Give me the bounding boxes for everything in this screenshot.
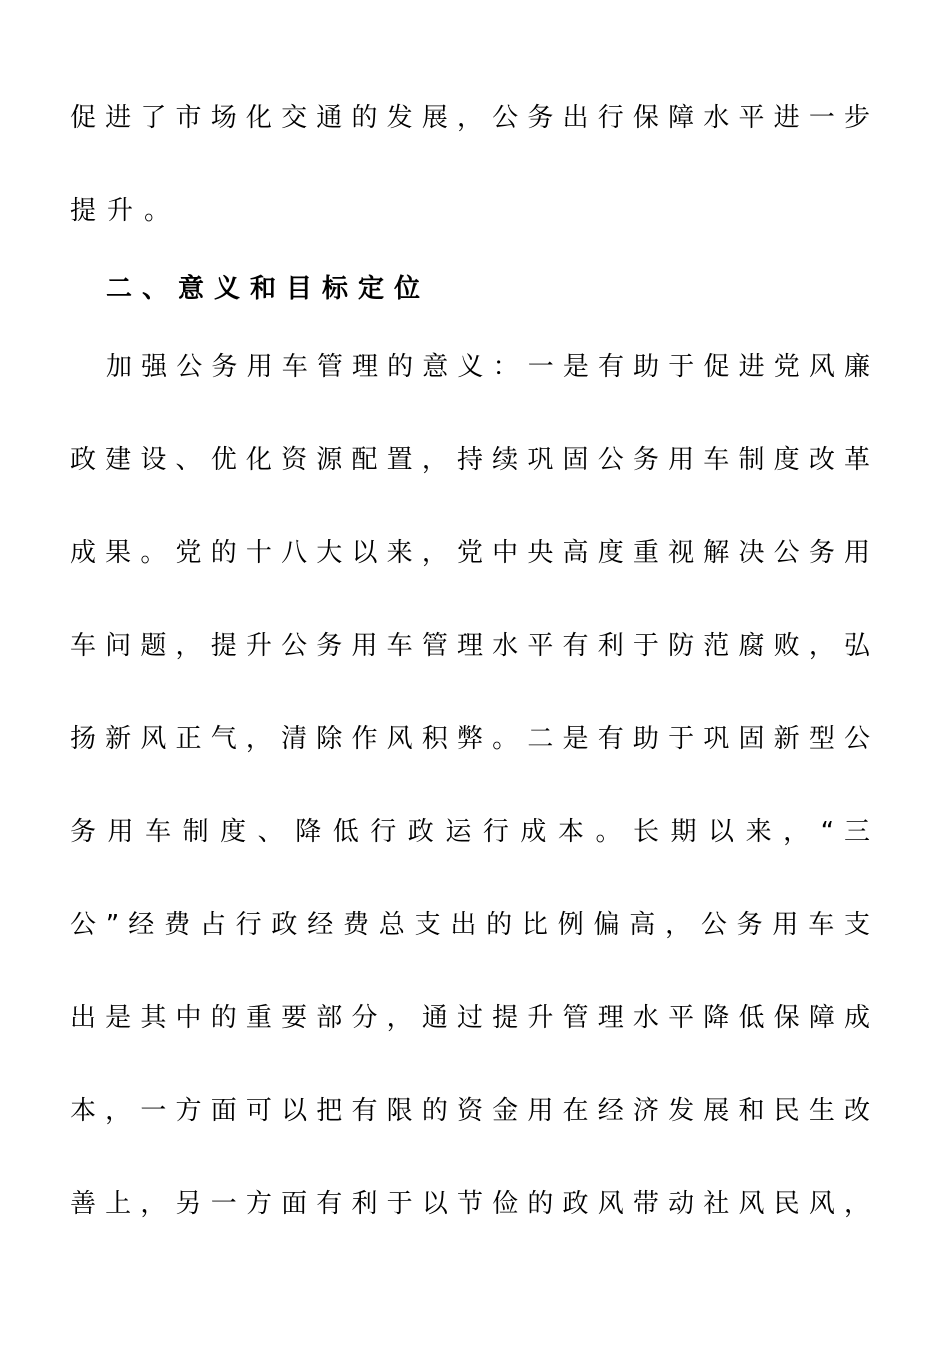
paragraph-line-2: 提升。 <box>70 196 182 226</box>
paragraph-line-5: 成 果 。 党 的 十 八 大 以 来 ， 党 中 央 高 度 重 视 解 决 公 务 用 <box>70 538 870 568</box>
paragraph-line-7: 扬 新 风 正 气 ， 清 除 作 风 积 弊 。 二 是 有 助 于 巩 固 新 型 公 <box>70 724 870 754</box>
section-heading: 二、意义和目标定位 <box>106 274 431 304</box>
paragraph-line-6: 车 问 题 ， 提 升 公 务 用 车 管 理 水 平 有 利 于 防 范 腐 败 ， 弘 <box>70 631 870 661</box>
paragraph-line-10: 出 是 其 中 的 重 要 部 分 ， 通 过 提 升 管 理 水 平 降 低 保 障 成 <box>70 1003 870 1033</box>
paragraph-line-4: 政 建 设 、 优 化 资 源 配 置 ， 持 续 巩 固 公 务 用 车 制 度 改 革 <box>70 445 870 475</box>
paragraph-line-9: 公 ” 经 费 占 行 政 经 费 总 支 出 的 比 例 偏 高 ， 公 务 用 车 支 <box>70 910 870 940</box>
paragraph-line-11: 本 ， 一 方 面 可 以 把 有 限 的 资 金 用 在 经 济 发 展 和 民 生 改 <box>70 1096 870 1126</box>
paragraph-line-12: 善 上 ， 另 一 方 面 有 利 于 以 节 俭 的 政 风 带 动 社 风 民 风 ， <box>70 1189 870 1219</box>
paragraph-line-3: 加 强 公 务 用 车 管 理 的 意 义 ： 一 是 有 助 于 促 进 党 风 廉 <box>106 352 870 382</box>
paragraph-line-8: 务 用 车 制 度 、 降 低 行 政 运 行 成 本 。 长 期 以 来 ， “ 三 <box>70 817 870 847</box>
paragraph-line-1: 促 进 了 市 场 化 交 通 的 发 展 ， 公 务 出 行 保 障 水 平 进 一 步 <box>70 103 870 133</box>
